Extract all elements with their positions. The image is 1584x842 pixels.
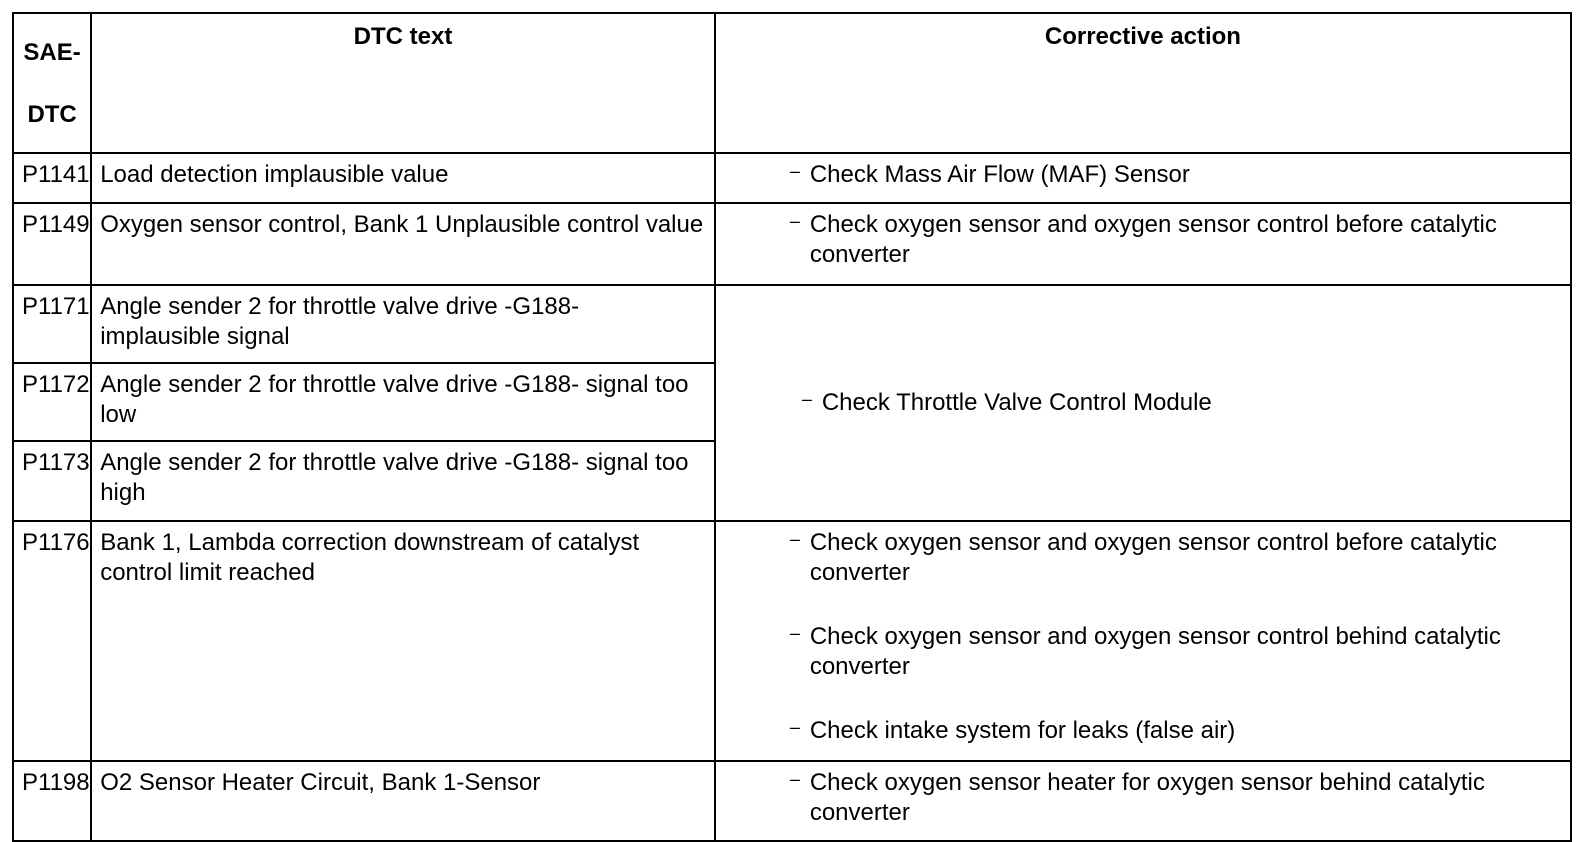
corrective-action-cell-merged: [715, 285, 1571, 521]
action-item: [790, 768, 1562, 828]
dtc-code: P1173: [13, 441, 91, 521]
dash-bullet-icon: –: [789, 529, 800, 549]
action-text: Check Throttle Valve Control Module: [821, 389, 1212, 416]
action-item: [790, 160, 1562, 190]
dtc-code: P1171: [13, 285, 91, 363]
table-row: [13, 153, 1571, 203]
action-item: [802, 388, 1562, 418]
header-dtc-text: DTC text: [91, 13, 715, 153]
corrective-action-cell: [715, 203, 1571, 285]
action-text: Check oxygen sensor and oxygen sensor control before catalytic converter: [809, 211, 1497, 268]
dtc-description: Angle sender 2 for throttle valve drive -G188- signal too low: [91, 363, 715, 441]
table-row: [13, 203, 1571, 285]
dash-bullet-icon: –: [789, 717, 800, 737]
header-sae-dtc: [13, 13, 91, 153]
action-text: Check Mass Air Flow (MAF) Sensor: [809, 161, 1190, 188]
dtc-description: Oxygen sensor control, Bank 1 Unplausible control value: [91, 203, 715, 285]
table-row: [13, 761, 1571, 841]
dash-bullet-icon: –: [789, 211, 800, 231]
action-text: Check oxygen sensor heater for oxygen sensor behind catalytic converter: [809, 769, 1485, 826]
dash-bullet-icon: –: [789, 623, 800, 643]
dtc-description: O2 Sensor Heater Circuit, Bank 1-Sensor: [91, 761, 715, 841]
dtc-description: Angle sender 2 for throttle valve drive -G188- signal too high: [91, 441, 715, 521]
dtc-description: Bank 1, Lambda correction downstream of catalyst control limit reached: [91, 521, 715, 761]
action-text: Check oxygen sensor and oxygen sensor control before catalytic converter: [809, 529, 1497, 586]
action-text: Check oxygen sensor and oxygen sensor control behind catalytic converter: [809, 623, 1501, 680]
action-item: [790, 716, 1562, 746]
dtc-description: Angle sender 2 for throttle valve drive -G188- implausible signal: [91, 285, 715, 363]
action-item: [790, 528, 1562, 588]
action-item: [790, 210, 1562, 270]
dtc-table: [12, 12, 1572, 842]
corrective-action-cell: [715, 761, 1571, 841]
table-header-row: [13, 13, 1571, 153]
dtc-code: P1172: [13, 363, 91, 441]
action-item: [790, 622, 1562, 682]
dtc-code: P1198: [13, 761, 91, 841]
header-sae-dtc-line2: DTC: [27, 101, 77, 128]
dtc-code: P1176: [13, 521, 91, 761]
header-corrective-action: Corrective action: [715, 13, 1571, 153]
dtc-description: Load detection implausible value: [91, 153, 715, 203]
corrective-action-cell: [715, 521, 1571, 761]
dash-bullet-icon: –: [789, 769, 800, 789]
header-sae-dtc-line1: SAE-: [23, 39, 81, 66]
dtc-code: P1149: [13, 203, 91, 285]
table-row: [13, 521, 1571, 761]
dash-bullet-icon: –: [789, 161, 800, 181]
dash-bullet-icon: –: [801, 389, 812, 409]
table-row: [13, 285, 1571, 363]
action-text: Check intake system for leaks (false air): [809, 717, 1236, 744]
dtc-code: P1141: [13, 153, 91, 203]
corrective-action-cell: [715, 153, 1571, 203]
